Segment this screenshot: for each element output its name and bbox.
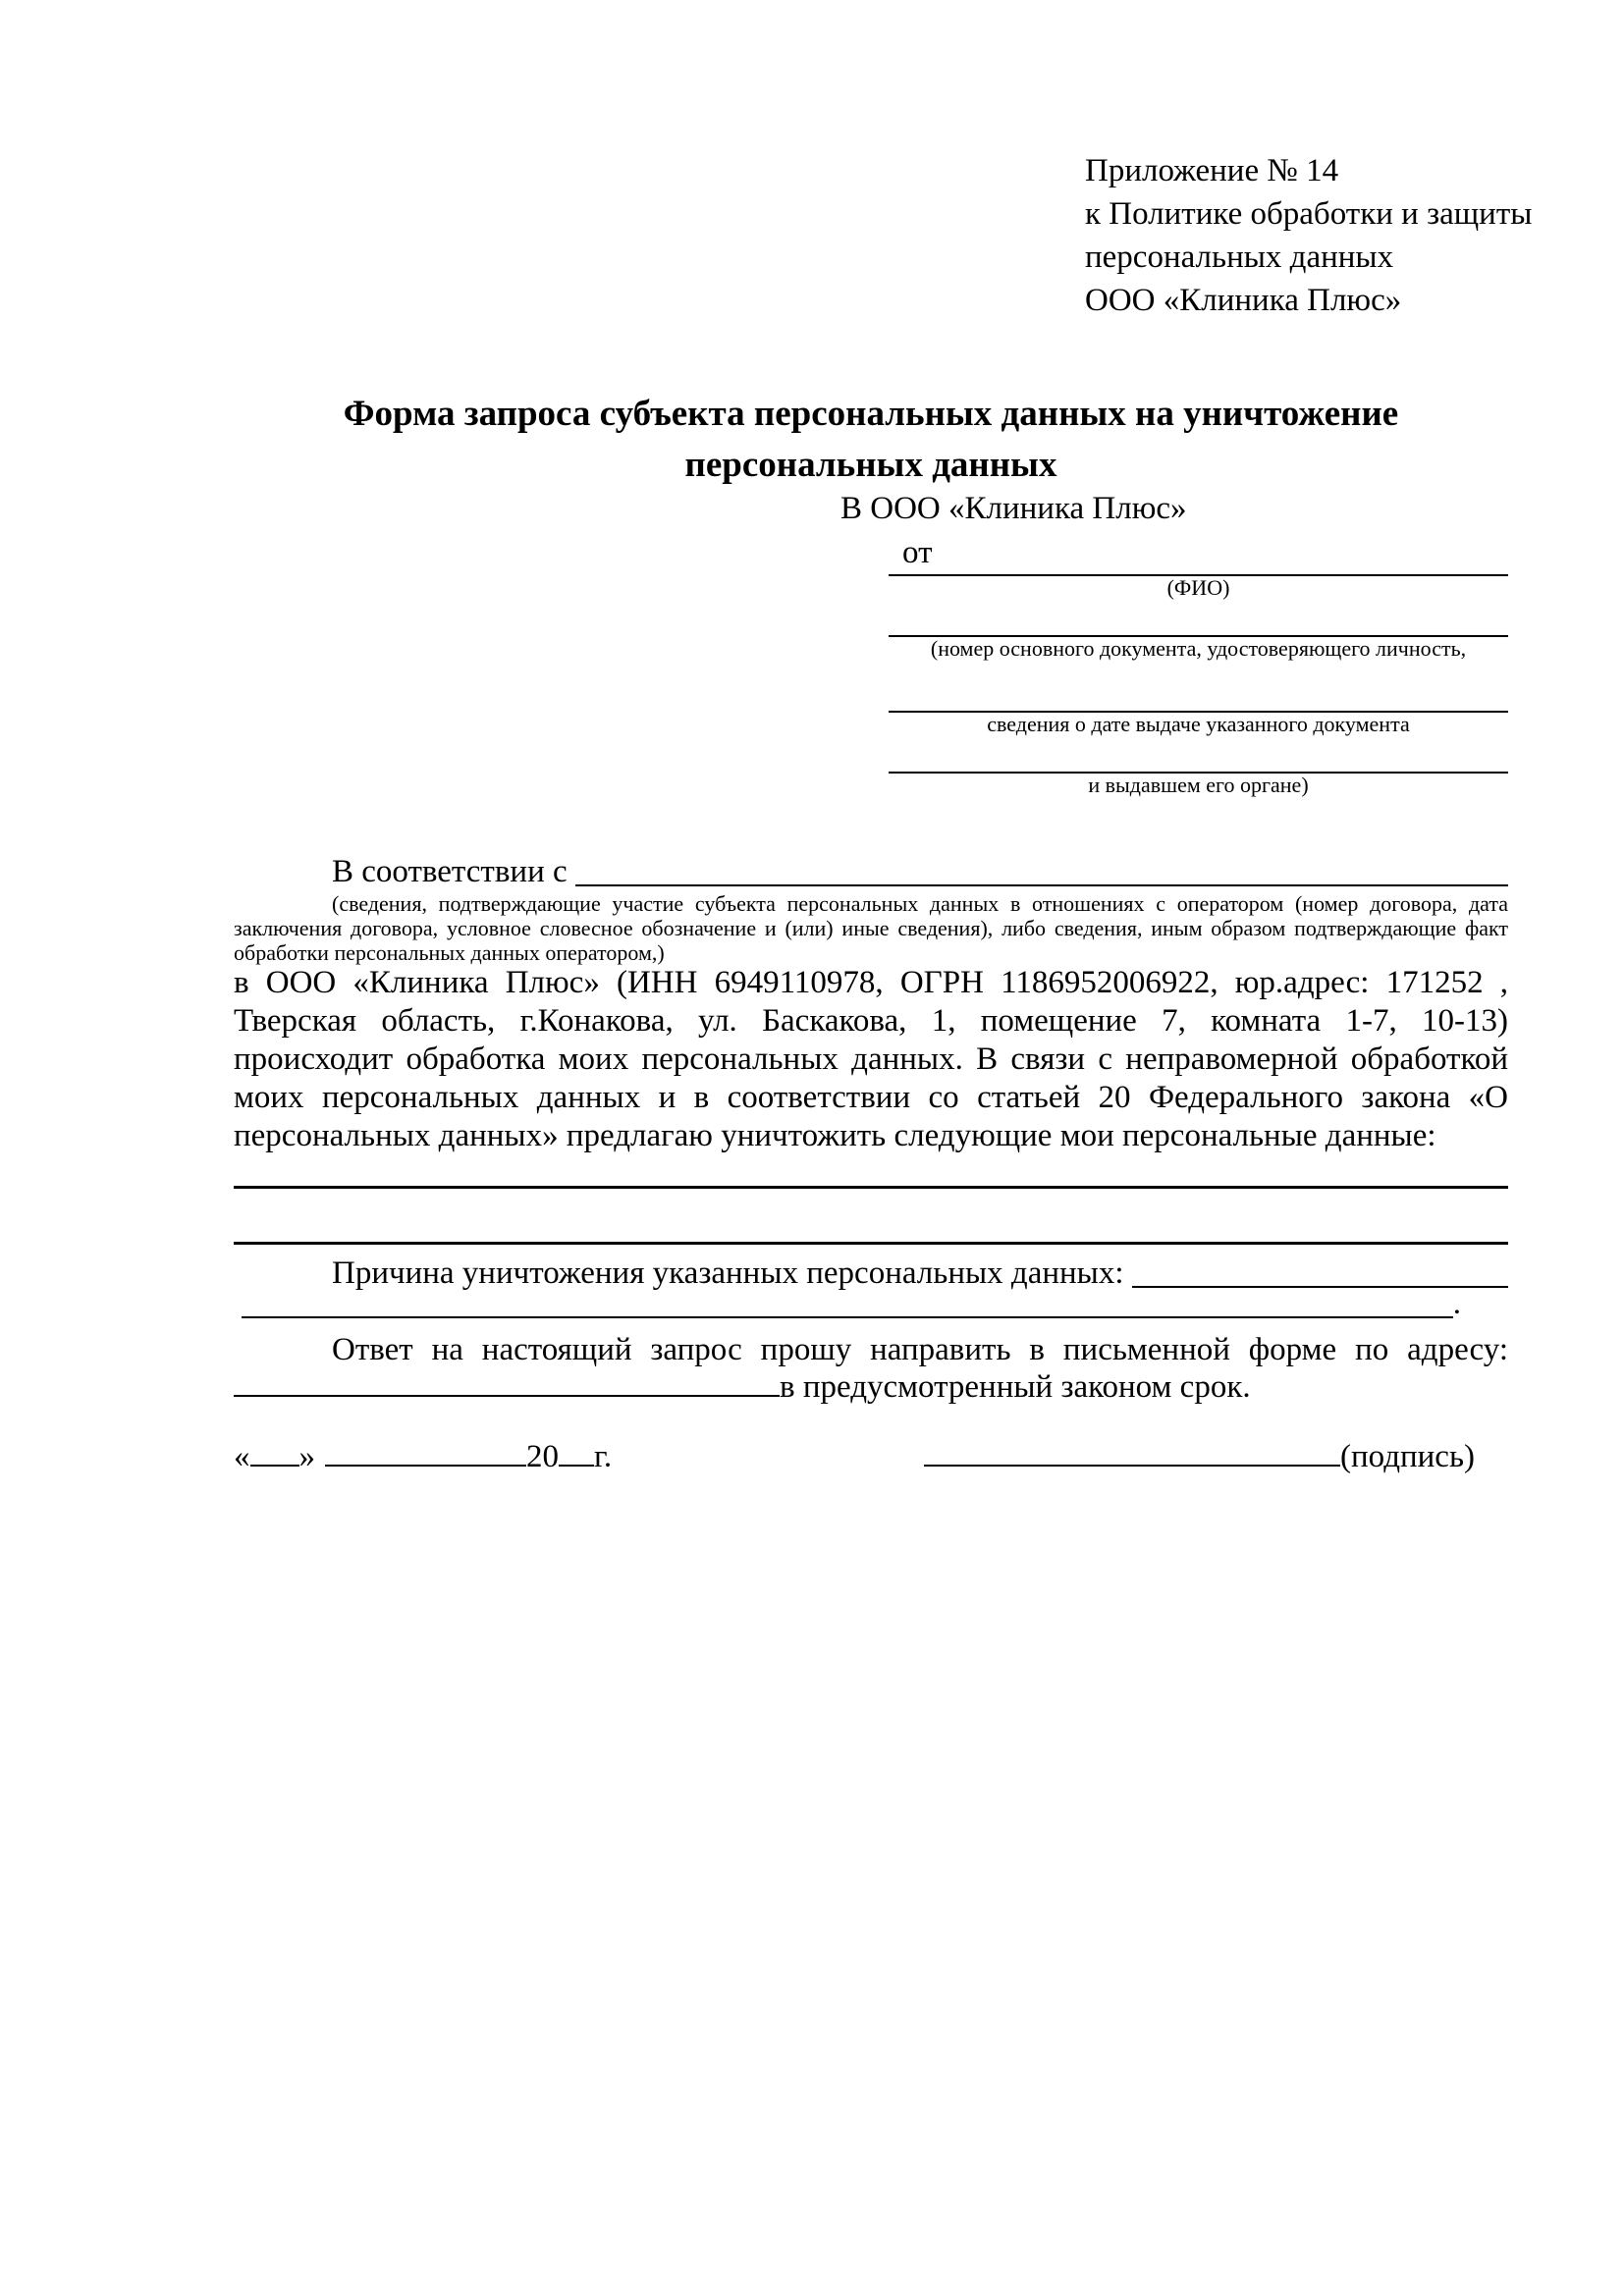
month-blank-line <box>325 1460 526 1467</box>
accordance-footnote: (сведения, подтверждающие участие субъекта персональных данных в отношениях с оператором (номер договора, дата заключения договора, условное словесное обозначение и (или) иные сведения), либо сведения, иным образом подтверждающие факт обработки персональных данных оператором,) <box>234 891 1508 965</box>
year-suffix-text: г. <box>594 1439 613 1474</box>
from-label: от <box>902 535 933 570</box>
personal-data-blank-line-2 <box>234 1217 1508 1245</box>
addressee-fields <box>889 546 1508 797</box>
appendix-line-4: ООО «Клиника Плюс» <box>1085 283 1402 318</box>
document-number-blank-line <box>889 600 1508 637</box>
close-quote-text: » <box>298 1439 315 1474</box>
signature-label: (подпись) <box>1340 1439 1475 1474</box>
fio-field-label: (ФИО) <box>1166 575 1230 600</box>
reason-label: Причина уничтожения указанных персональных данных: <box>332 1255 1124 1291</box>
reply-request-line: Ответ на настоящий запрос прошу направить в письменной форме по адресу: <box>332 1332 1508 1367</box>
signature-area <box>924 1437 1475 1476</box>
addressee-organization: В ООО «Клиника Плюс» <box>840 491 1187 526</box>
document-number-field-label: (номер основного документа, удостоверяющего личность, <box>930 636 1467 661</box>
year-blank-line <box>559 1460 594 1467</box>
reply-address-line <box>234 1367 1251 1407</box>
document-title <box>234 389 1508 491</box>
day-blank-line <box>250 1460 299 1467</box>
issue-date-blank-line <box>889 661 1508 713</box>
appendix-line-2: к Политике обработки и защиты <box>1085 196 1533 232</box>
document-title-text: Форма запроса субъекта персональных данных на уничтожение персональных данных <box>343 394 1399 485</box>
reason-continuation-line <box>234 1284 1461 1323</box>
reply-tail-text: в предусмотренный законом срок. <box>780 1369 1251 1405</box>
accordance-blank-line <box>575 852 1508 886</box>
period-text: . <box>1452 1286 1461 1321</box>
personal-data-blank-line-1 <box>234 1160 1508 1189</box>
body-paragraph: в ООО «Клиника Плюс» (ИНН 6949110978, ОГРН 1186952006922, юр.адрес: 171252 , Тверская область, г.Конакова, ул. Баскакова, 1, помещение 7, комната 1-7, 10-13) происходит обработка моих персональных данных. В связи с неправомерной обработкой моих персональных данных и в соответствии со статьей 20 Федерального закона «О персональных данных» предлагаю уничтожить следующие мои персональные данные: <box>234 965 1508 1153</box>
date-signature-row <box>234 1437 1508 1476</box>
signature-blank-line <box>924 1460 1340 1467</box>
reason-blank-line <box>1132 1254 1508 1288</box>
address-blank-line <box>234 1390 780 1397</box>
issuing-authority-field-label: и выдавшем его органе) <box>1088 773 1309 797</box>
fio-blank-line <box>889 546 1508 576</box>
open-quote-text: « <box>234 1439 250 1474</box>
appendix-line-3: персональных данных <box>1085 240 1394 275</box>
accordance-line <box>332 852 1508 891</box>
year-prefix-text: 20 <box>526 1439 559 1474</box>
issue-date-field-label: сведения о дате выдаче указанного документа <box>987 712 1410 736</box>
accordance-lead-text: В соответствии с <box>332 854 568 889</box>
appendix-line-1: Приложение № 14 <box>1085 153 1339 188</box>
appendix-header <box>1085 149 1532 322</box>
issuing-authority-blank-line <box>889 736 1508 774</box>
date-line <box>234 1437 612 1476</box>
reason-blank-line-2 <box>242 1284 1453 1318</box>
